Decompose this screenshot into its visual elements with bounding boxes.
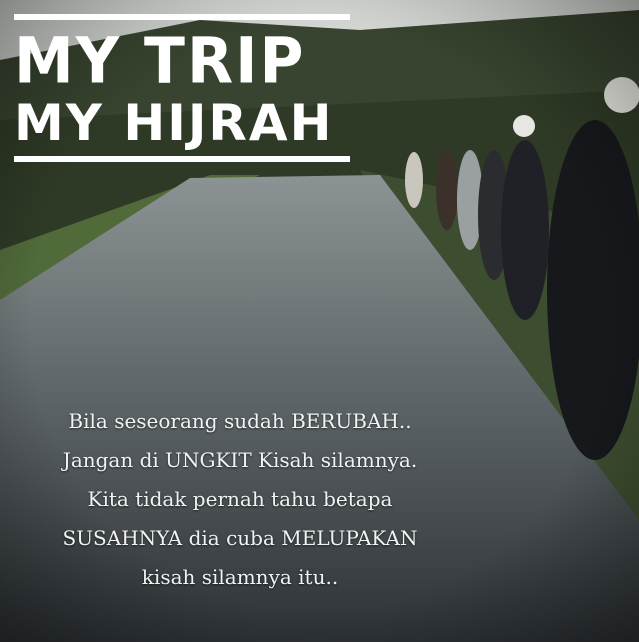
quote-line-4: SUSAHNYA dia cuba MELUPAKAN — [62, 526, 418, 550]
title-line-1: MY TRIP — [14, 24, 306, 99]
quote-line-5: kisah silamnya itu.. — [141, 565, 339, 589]
title-bottom-rule — [14, 156, 350, 162]
title-block — [14, 14, 350, 162]
quote-text — [0, 402, 480, 597]
quote-line-1: Bila seseorang sudah BERUBAH.. — [68, 409, 412, 433]
quote-line-3: Kita tidak pernah tahu betapa — [87, 487, 393, 511]
title-line-2: MY HIJRAH — [14, 94, 334, 152]
title-top-rule — [14, 14, 350, 20]
quote-line-2: Jangan di UNGKIT Kisah silamnya. — [62, 448, 418, 472]
